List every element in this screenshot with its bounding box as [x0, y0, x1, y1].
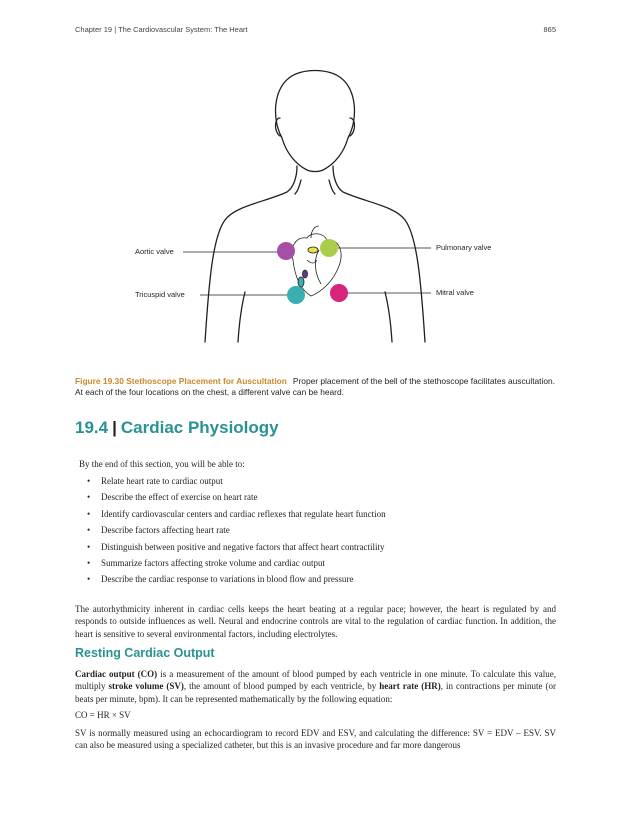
- head-outline: [276, 71, 355, 172]
- tricuspid-valve-label: Tricuspid valve: [135, 290, 185, 299]
- right-armpit-line: [385, 292, 392, 342]
- cardiac-output-paragraph: Cardiac output (CO) is a measurement of the amount of blood pumped by each ventricle in one minute. To calculate this value, multiply stroke volume (SV), the amount of blood pumped by each ventricle, by heart rate (HR), in contractions per minute (or beats per minute, bpm). It can be represented mathematically by the following equation:: [75, 669, 557, 704]
- section-heading: [75, 418, 279, 438]
- section-title: Cardiac Physiology: [120, 418, 279, 437]
- list-item: • Describe the effect of exercise on heart rate: [87, 492, 258, 503]
- learning-objectives-list: [87, 476, 386, 591]
- pulmonary-marker: [320, 239, 338, 257]
- section-number: 19.4: [75, 418, 109, 437]
- caption-text: Proper placement of the bell of the stethoscope facilitates auscultation. At each of the four locations on the chest, a different valve can be heard.: [75, 376, 556, 397]
- neck-right: [329, 180, 335, 194]
- tricuspid-marker: [287, 286, 305, 304]
- caption-title: Figure 19.30 Stethoscope Placement for Auscultation: [75, 376, 287, 386]
- equation: CO = HR × SV: [75, 710, 131, 720]
- stethoscope-figure: [75, 60, 556, 360]
- objectives-intro: By the end of this section, you will be able to:: [79, 459, 245, 469]
- bullet-icon: •: [87, 492, 91, 503]
- bullet-icon: •: [87, 557, 91, 568]
- bullet-icon: •: [87, 525, 91, 536]
- term-heart-rate: heart rate (HR): [379, 681, 441, 692]
- pulmonary-valve-label: Pulmonary valve: [436, 243, 492, 252]
- bullet-icon: •: [87, 541, 91, 552]
- heart-illustration: [292, 226, 341, 296]
- torso-illustration: [75, 60, 556, 360]
- term-cardiac-output: Cardiac output (CO): [75, 669, 158, 679]
- list-item: • Describe the cardiac response to variations in blood flow and pressure: [87, 574, 354, 585]
- intro-paragraph: The autorhythmicity inherent in cardiac cells keeps the heart beating at a regular pace; however, the heart is regulated by and responds to outside influences as well. Neural and endocrine controls are vital to the regulation of cardiac function. In addition, the heart is sensitive to several environmental factors, including electrolytes.: [75, 604, 556, 639]
- list-item: • Summarize factors affecting stroke volume and cardiac output: [87, 557, 326, 568]
- neck-left: [295, 180, 301, 194]
- section-separator: |: [112, 418, 117, 437]
- page-number: 865: [543, 25, 556, 34]
- subsection-heading: Resting Cardiac Output: [75, 646, 215, 660]
- stroke-volume-paragraph: SV is normally measured using an echocardiogram to record EDV and ESV, and calculating the difference: SV = EDV – ESV. SV can also be measured using a specialized catheter, but this is an invasive procedure and far more dangerous: [75, 728, 556, 751]
- list-item: • Identify cardiovascular centers and cardiac reflexes that regulate heart function: [87, 508, 386, 519]
- figure-caption: [75, 376, 556, 398]
- bullet-icon: •: [87, 574, 91, 585]
- page-header: [75, 25, 556, 34]
- bullet-icon: •: [87, 508, 91, 519]
- mitral-valve-label: Mitral valve: [436, 288, 474, 297]
- list-item: • Relate heart rate to cardiac output: [87, 476, 223, 486]
- right-shoulder-outline: [333, 166, 425, 342]
- aortic-valve-label: Aortic valve: [135, 247, 174, 256]
- aortic-marker: [277, 242, 295, 260]
- left-armpit-line: [238, 292, 245, 342]
- term-stroke-volume: stroke volume (SV): [108, 681, 184, 692]
- list-item: • Describe factors affecting heart rate: [87, 525, 230, 536]
- running-head: Chapter 19 | The Cardiovascular System: The Heart: [75, 25, 248, 34]
- mitral-marker: [330, 284, 348, 302]
- list-item: • Distinguish between positive and negative factors that affect heart contractility: [87, 541, 385, 552]
- bullet-icon: •: [87, 476, 91, 486]
